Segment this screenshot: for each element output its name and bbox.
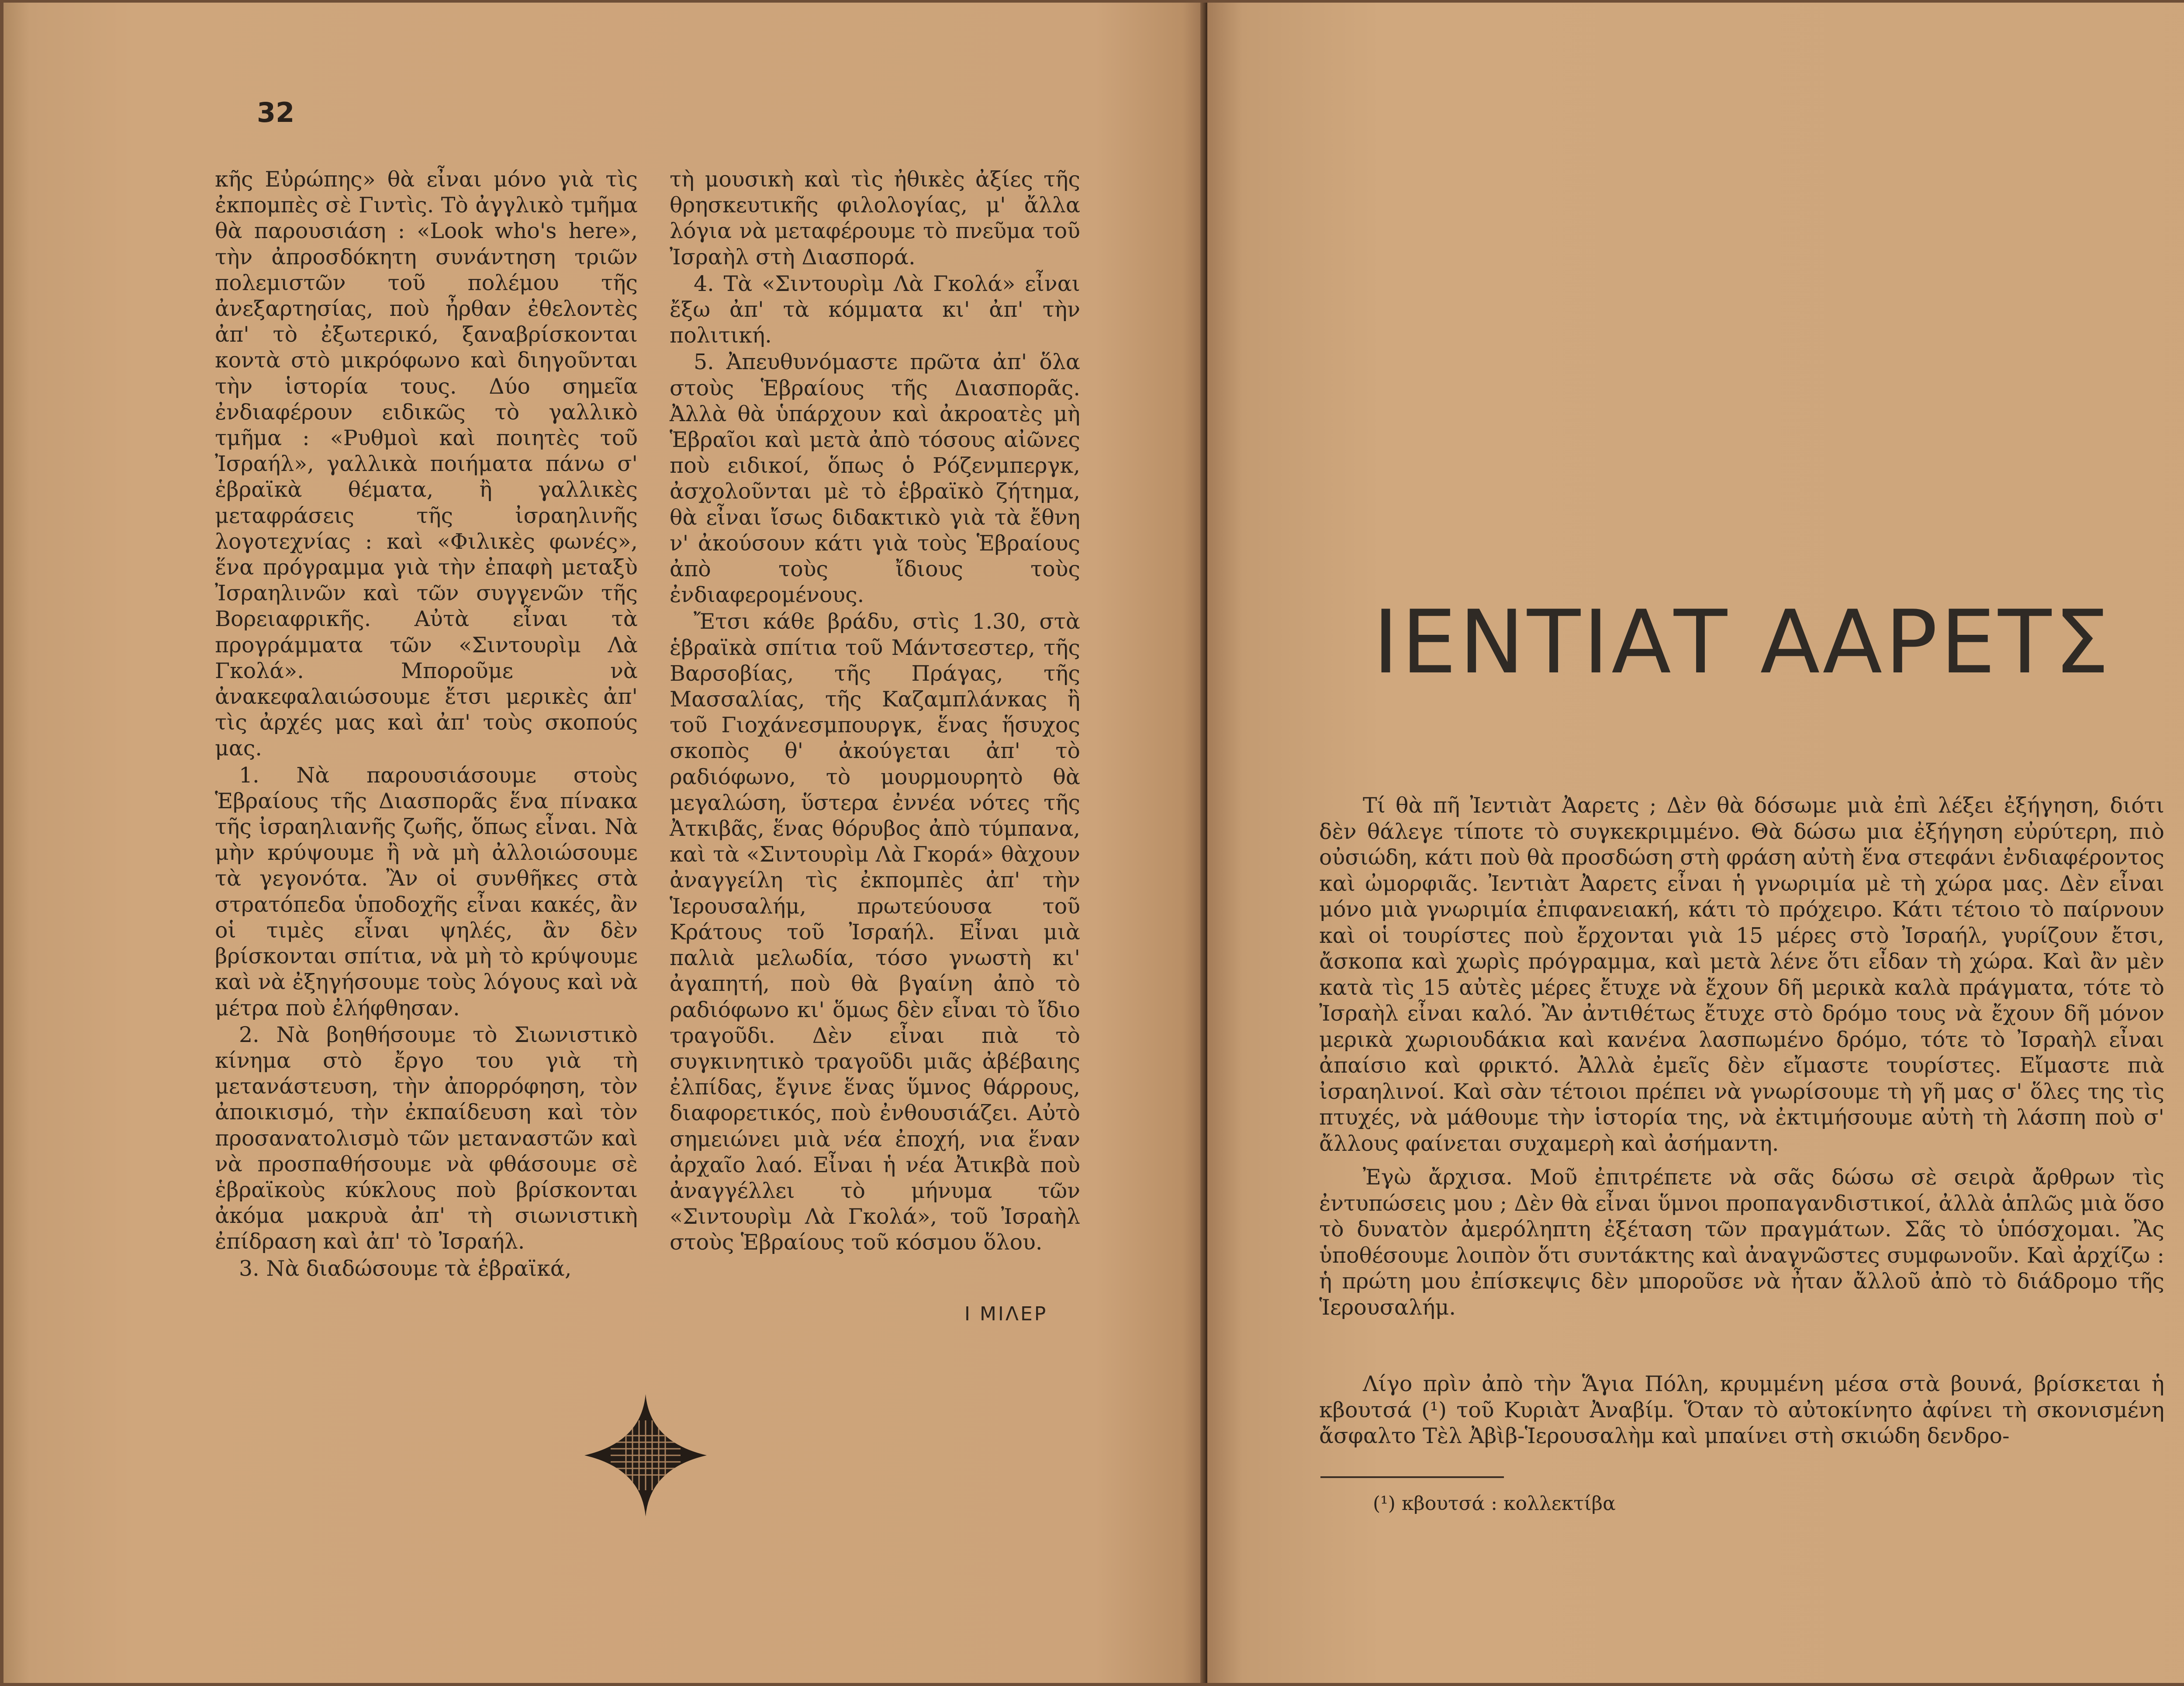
- article-title: ΙΕΝΤΙΑΤ ΑΑΡΕΤΣ: [1373, 592, 2112, 693]
- paragraph: 1. Νὰ παρουσιάσουμε στοὺς Ἑβραίους τῆς Διασπορᾶς ἕνα πίνακα τῆς ἰσραηλιανῆς ζωῆς, ὅπως εἶναι. Νὰ μὴν κρύψουμε ἢ νὰ μὴ ἀλλοιώσουμε τὰ γεγονότα. Ἂν οἱ συνθῆκες στὰ στρατόπεδα ὑποδοχῆς εἶναι κακές, ἂν οἱ τιμὲς εἶναι ψηλές, ἂν δὲν βρίσκονται σπίτια, νὰ μὴ τὸ κρύψουμε καὶ νὰ ἐξηγήσουμε τοὺς λόγους καὶ νὰ μέτρα ποὺ ἐλήφθησαν.: [215, 762, 638, 1021]
- paragraph: κῆς Εὐρώπης» θὰ εἶναι μόνο γιὰ τὶς ἐκπομπὲς σὲ Γιντὶς. Τὸ ἀγγλικὸ τμῆμα θὰ παρουσιάση : «Look who's here», τὴν ἀπροσδόκητη συνάντηση τριῶν πολεμιστῶν τοῦ πολέμου τῆς ἀνεξαρτησίας, ποὺ ἦρθαν ἐθελοντὲς ἀπ' τὸ ἐξωτερικό, ξαναβρίσκονται κοντὰ στὸ μικρόφωνο καὶ διηγοῦνται τὴν ἱστορία τους. Δύο σημεῖα ἐνδιαφέρουν ειδικῶς τὸ γαλλικὸ τμῆμα : «Ρυθμοὶ καὶ ποιητὲς τοῦ Ἰσραήλ», γαλλικὰ ποιήματα πάνω σ' ἑβραϊκὰ θέματα, ἢ γαλλικὲς μεταφράσεις τῆς ἰσραηλινῆς λογοτεχνίας : καὶ «Φιλικὲς φωνές», ἕνα πρόγραμμα γιὰ τὴν ἐπαφὴ μεταξὺ Ἰσραηλινῶν καὶ τῶν συγγενῶν τῆς Βορειαφρικῆς. Αὐτὰ εἶναι τὰ προγράμματα τῶν «Σιντουρὶμ Λὰ Γκολά». Μποροῦμε νὰ ἀνακεφαλαιώσουμε ἔτσι μερικὲς ἀπ' τὶς ἀρχές μας καὶ ἀπ' τοὺς σκοπούς μας.: [215, 167, 638, 761]
- left-page: [3, 3, 1206, 1683]
- article-body: [1319, 793, 2164, 1328]
- magazine-spread: [3, 3, 2184, 1683]
- paragraph: 4. Τὰ «Σιντουρὶμ Λὰ Γκολά» εἶναι ἔξω ἀπ' τὰ κόμματα κι' ἀπ' τὴν πολιτική.: [670, 271, 1080, 348]
- four-point-star-ornament-icon: [584, 1394, 707, 1516]
- paragraph: 2. Νὰ βοηθήσουμε τὸ Σιωνιστικὸ κίνημα στὸ ἔργο του γιὰ τὴ μετανάστευση, τὴν ἀπορρόφηση, τὸν ἀποικισμό, τὴν ἐκπαίδευση καὶ τὸν προσανατολισμὸ τῶν μεταναστῶν καὶ νὰ προσπαθήσουμε νὰ φθάσουμε σὲ ἑβραϊκοὺς κύκλους ποὺ βρίσκονται ἀκόμα μακρυὰ ἀπ' τὴ σιωνιστικὴ ἐπίδραση καὶ ἀπ' τὸ Ἰσραήλ.: [215, 1022, 638, 1254]
- article-body-continued: [1319, 1371, 2164, 1457]
- left-column-2: [670, 166, 1080, 1257]
- page-number: 32: [257, 97, 295, 128]
- paragraph: Λίγο πρὶν ἀπὸ τὴν Ἅγια Πόλη, κρυμμένη μέσα στὰ βουνά, βρίσκεται ἡ κβουτσά (¹) τοῦ Κυριὰτ Ἀναβίμ. Ὅταν τὸ αὐτοκίνητο ἀφίνει τὴ σκονισμένη ἄσφαλτο Τὲλ Ἀβὶβ-Ἱερουσαλὴμ καὶ μπαίνει στὴ σκιώδη δενδρο-: [1319, 1371, 2164, 1448]
- paragraph: 5. Ἀπευθυνόμαστε πρῶτα ἀπ' ὅλα στοὺς Ἑβραίους τῆς Διασπορᾶς. Ἀλλὰ θὰ ὑπάρχουν καὶ ἀκροατὲς μὴ Ἑβραῖοι καὶ μετὰ ἀπὸ τόσους αἰῶνες ποὺ ειδικοί, ὅπως ὁ Ρόζενμπεργκ, ἀσχολοῦνται μὲ τὸ ἑβραϊκὸ ζήτημα, θὰ εἶναι ἴσως διδακτικὸ γιὰ τὰ ἔθνη ν' ἀκούσουν κάτι γιὰ τοὺς Ἑβραίους ἀπὸ τοὺς ἴδιους τοὺς ἐνδιαφερομένους.: [670, 350, 1080, 608]
- left-column-1: [215, 166, 638, 1282]
- paragraph: Ἔτσι κάθε βράδυ, στὶς 1.30, στὰ ἑβραϊκὰ σπίτια τοῦ Μάντσεστερ, τῆς Βαρσοβίας, τῆς Πράγας, τῆς Μασσαλίας, τῆς Καζαμπλάνκας ἢ τοῦ Γιοχάνεσμπουργκ, ἕνας ἥσυχος σκοπὸς θ' ἀκούγεται ἀπ' τὸ ραδιόφωνο, τὸ μουρμουρητὸ θὰ μεγαλώση, ὕστερα ἐννέα νότες τῆς Ἀτκιβᾶς, ἕνας θόρυβος ἀπὸ τύμπανα, καὶ τὰ «Σιντουρὶμ Λὰ Γκορά» θὰχουν ἀναγγείλη τὶς ἐκπομπὲς ἀπ' τὴν Ἱερουσαλήμ, πρωτεύουσα τοῦ Κράτους τοῦ Ἰσραήλ. Εἶναι μιὰ παλιὰ μελωδία, τόσο γνωστὴ κι' ἀγαπητή, ποὺ θὰ βγαίνη ἀπὸ τὸ ραδιόφωνο κι' ὅμως δὲν εἶναι τὸ ἴδιο τραγοῦδι. Δὲν εἶναι πιὰ τὸ συγκινητικὸ τραγοῦδι μιᾶς ἀβέβαιης ἐλπίδας, ἔγινε ἕνας ὕμνος θάρρους, διαφορετικός, ποὺ ἐνθουσιάζει. Αὐτὸ σημειώνει μιὰ νέα ἐποχή, νια ἕναν ἀρχαῖο λαό. Εἶναι ἡ νέα Ἀτικβὰ ποὺ ἀναγγέλλει τὸ μήνυμα τῶν «Σιντουρὶμ Λὰ Γκολά», τοῦ Ἰσραὴλ στοὺς Ἑβραίους τοῦ κόσμου ὅλου.: [670, 609, 1080, 1255]
- paragraph: Τί θὰ πῆ Ἰεντιὰτ Ἀαρετς ; Δὲν θὰ δόσωμε μιὰ ἐπὶ λέξει ἐξήγηση, διότι δὲν θάλεγε τίποτε τὸ συγκεκριμμένο. Θὰ δώσω μια ἐξήγηση εὐρύτερη, πιὸ οὐσιώδη, κάτι ποὺ θὰ προσδώση στὴ φράση αὐτὴ ἕνα στεφάνι ἐνδιαφέροντος καὶ ὠμορφιᾶς. Ἰεντιὰτ Ἀαρετς εἶναι ἡ γνωριμία μὲ τὴ χώρα μας. Δὲν εἶναι μόνο μιὰ γνωριμία ἐπιφανειακή, κάτι τὸ πρόχειρο. Κάτι τέτοιο τὸ παίρνουν καὶ οἱ τουρίστες ποὺ ἔρχονται γιὰ 15 μέρες στὸ Ἰσραήλ, γυρίζουν ἔτσι, ἄσκοπα καὶ χωρὶς πρόγραμμα, καὶ μετὰ λένε ὅτι εἶδαν τὴ χώρα. Καὶ ἂν μὲν κατὰ τὶς 15 αὐτὲς μέρες ἔτυχε νὰ ἔχουν δῆ μερικὰ καλὰ πράγματα, τότε τὸ Ἰσραὴλ εἶναι καλό. Ἂν ἀντιθέτως ἔτυχε στὸ δρόμο τους νὰ ἔχουν δῆ μόνον μερικὰ χωριουδάκια καὶ κανένα λασπωμένο δρόμο, τότε τὸ Ἰσραὴλ εἶναι ἀπαίσιο καὶ φρικτό. Ἀλλὰ ἐμεῖς δὲν εἴμαστε τουρίστες. Εἴμαστε πιὰ ἰσραηλινοί. Καὶ σὰν τέτοιοι πρέπει νὰ γνωρίσουμε τὴ γῆ μας σ' ὅλες της τὶς πτυχές, νὰ μάθουμε τὴν ἱστορία της, νὰ ἐκτιμήσουμε αὐτὴ τὴ λάσπη ποὺ σ' ἄλλους φαίνεται συχαμερὴ καὶ ἀσήμαντη.: [1319, 793, 2164, 1156]
- author-signature: Ι ΜΙΛΕΡ: [964, 1303, 1048, 1325]
- paragraph: 3. Νὰ διαδώσουμε τὰ ἑβραϊκά,: [239, 1256, 572, 1281]
- paragraph: τὴ μουσικὴ καὶ τὶς ἠθικὲς ἀξίες τῆς θρησκευτικῆς φιλολογίας, μ' ἄλλα λόγια νὰ μεταφέρουμε τὸ πνεῦμα τοῦ Ἰσραὴλ στὴ Διασπορά.: [670, 167, 1080, 270]
- footnote-divider: [1320, 1476, 1504, 1478]
- paragraph: Ἐγὼ ἄρχισα. Μοῦ ἐπιτρέπετε νὰ σᾶς δώσω σὲ σειρὰ ἄρθρων τὶς ἐντυπώσεις μου ; Δὲν θὰ εἶναι ὕμνοι προπαγανδιστικοί, ἀλλὰ ἁπλῶς μιὰ ὅσο τὸ δυνατὸν ἀμερόληπτη ἐξέταση τῶν πραγμάτων. Σᾶς τὸ ὑπόσχομαι. Ἂς ὑποθέσουμε λοιπὸν ὅτι συντάκτης καὶ ἀναγνῶστες συμφωνοῦν. Καὶ ἀρχίζω : ἡ πρώτη μου ἐπίσκεψις δὲν μποροῦσε νὰ ἦταν ἄλλοῦ ἀπὸ τὸ διάδρομο τῆς Ἱερουσαλήμ.: [1319, 1165, 2164, 1320]
- footnote: (¹) κβουτσά : κολλεκτίβα: [1373, 1492, 1616, 1515]
